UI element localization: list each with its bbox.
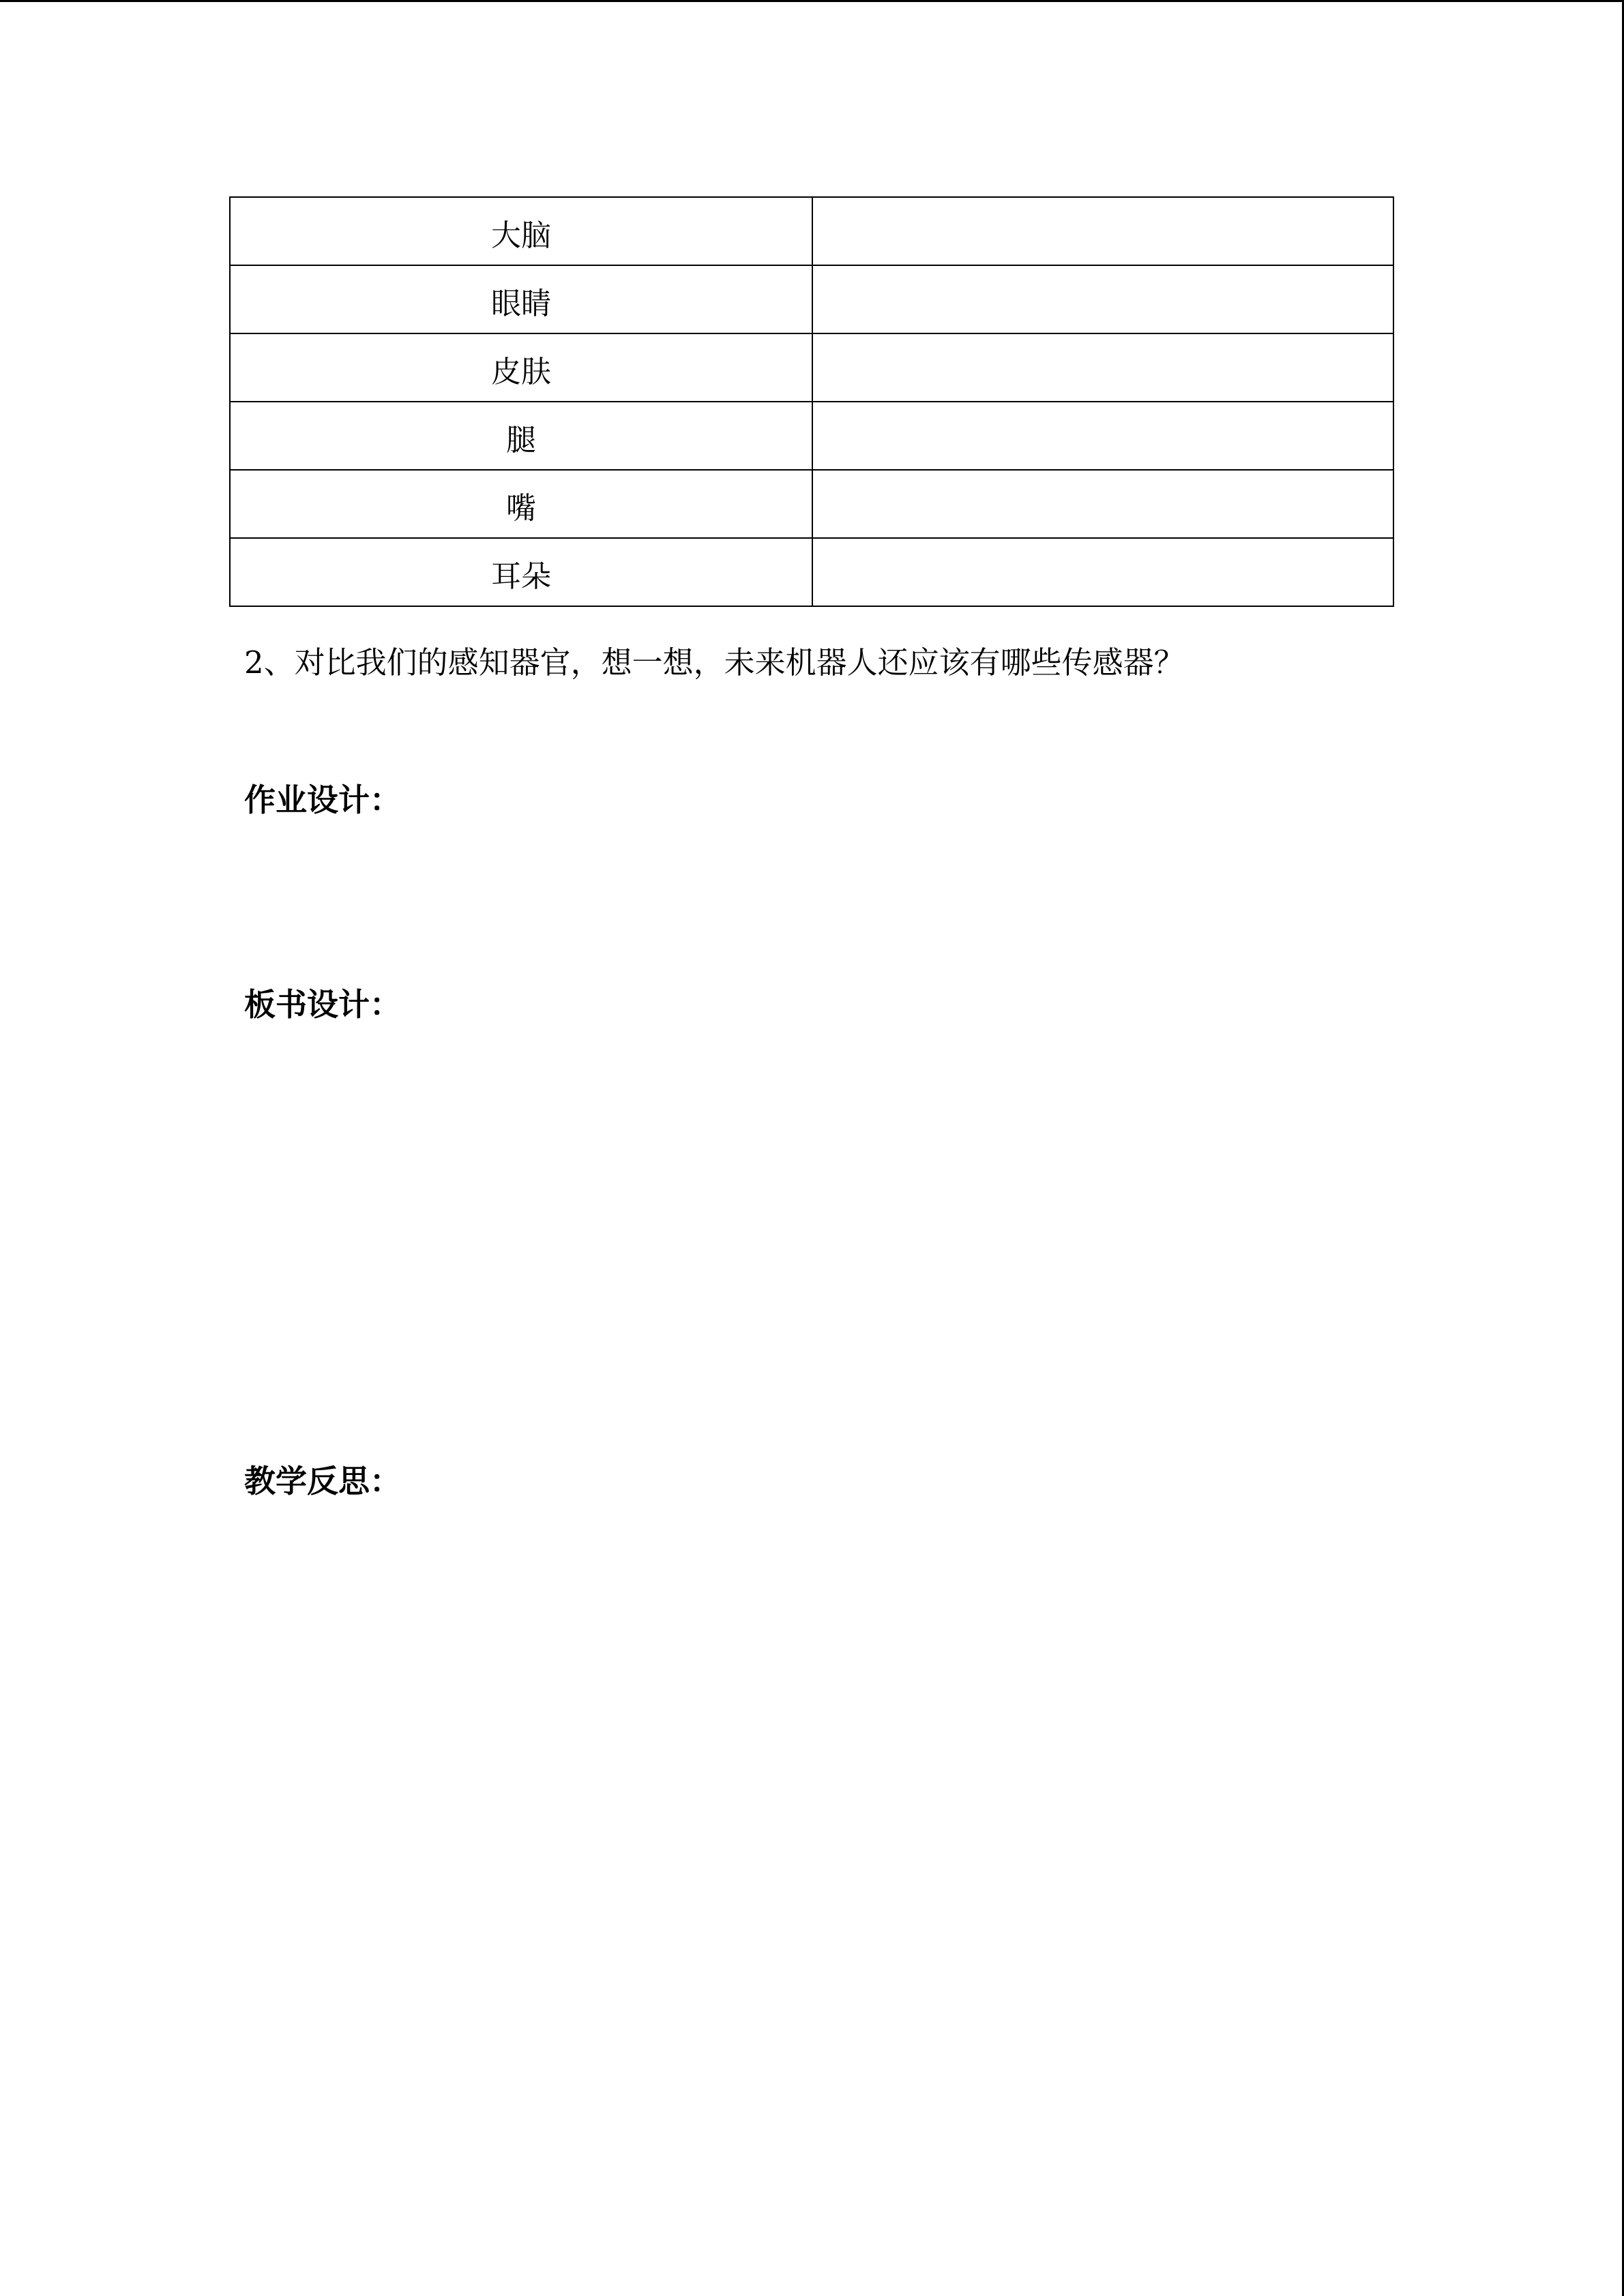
organ-sensor-table [229, 196, 1394, 607]
sensor-cell[interactable] [812, 197, 1393, 265]
board-design-heading: 板书设计： [244, 986, 401, 1023]
organ-cell: 耳朵 [230, 538, 812, 606]
homework-design-heading: 作业设计： [244, 781, 401, 818]
page-top-border [0, 0, 1624, 2]
table-row [230, 197, 1393, 265]
table-row [230, 470, 1393, 538]
table-row [230, 402, 1393, 470]
teaching-reflection-heading: 教学反思： [244, 1463, 401, 1500]
organ-cell: 腿 [230, 402, 812, 470]
organ-cell: 嘴 [230, 470, 812, 538]
sensor-cell[interactable] [812, 265, 1393, 333]
organ-cell: 大脑 [230, 197, 812, 265]
table-row [230, 265, 1393, 333]
table-row [230, 538, 1393, 606]
question-2: 2、对比我们的感知器官，想一想，未来机器人还应该有哪些传感器？ [244, 644, 1185, 681]
table-row [230, 333, 1393, 402]
organ-cell: 眼睛 [230, 265, 812, 333]
sensor-cell[interactable] [812, 333, 1393, 402]
sensor-cell[interactable] [812, 538, 1393, 606]
sensor-cell[interactable] [812, 470, 1393, 538]
organ-cell: 皮肤 [230, 333, 812, 402]
sensor-cell[interactable] [812, 402, 1393, 470]
